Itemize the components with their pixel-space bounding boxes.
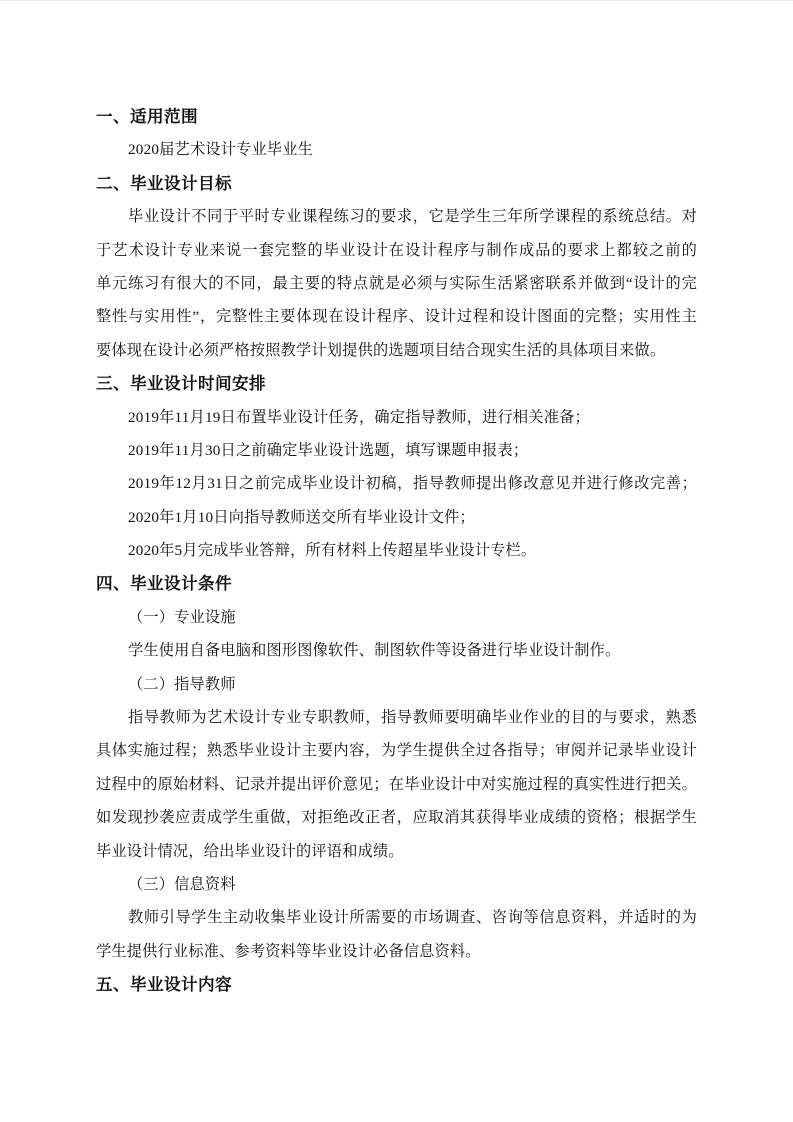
section-heading: 五、毕业设计内容: [96, 975, 232, 995]
paragraph-line: 2019年11月30日之前确定毕业设计选题，填写课题申报表；: [128, 441, 529, 459]
paragraph-line: 毕业设计不同于平时专业课程练习的要求，它是学生三年所学课程的系统总结。对: [128, 208, 697, 226]
paragraph-line: 如发现抄袭应责成学生重做，对拒绝改正者，应取消其获得毕业成绩的资格；根据学生: [96, 809, 697, 827]
paragraph-line: 单元练习有很大的不同，最主要的特点就是必须与实际生活紧密联系并做到“设计的完: [96, 274, 697, 292]
subsection-heading: （二）指导教师: [128, 675, 236, 693]
page-top-edge-divider: [0, 0, 793, 1]
paragraph-line: 2020年5月完成毕业答辩，所有材料上传超星毕业设计专栏。: [128, 542, 537, 560]
section-heading: 二、毕业设计目标: [96, 173, 232, 193]
paragraph-line: 整性与实用性”，完整性主要体现在设计程序、设计过程和设计图面的完整；实用性主: [96, 308, 697, 326]
section-heading: 四、毕业设计条件: [96, 574, 232, 594]
paragraph-line: 要体现在设计必须严格按照教学计划提供的选题项目结合现实生活的具体项目来做。: [96, 341, 666, 359]
paragraph-line: 2019年12月31日之前完成毕业设计初稿，指导教师提出修改意见并进行修改完善；: [128, 475, 697, 493]
paragraph-line: 具体实施过程；熟悉毕业设计主要内容，为学生提供全过各指导；审阅并记录毕业设计: [96, 742, 697, 760]
subsection-heading: （一）专业设施: [128, 608, 236, 626]
paragraph-line: 学生提供行业标准、参考资料等毕业设计必备信息资料。: [96, 942, 481, 960]
paragraph-line: 2019年11月19日布置毕业设计任务，确定指导教师，进行相关准备；: [128, 408, 590, 426]
section-heading: 一、适用范围: [96, 107, 198, 126]
subsection-heading: （三）信息资料: [128, 875, 236, 893]
section-heading: 三、毕业设计时间安排: [96, 374, 266, 394]
document-content: [96, 100, 697, 1002]
paragraph-line: 教师引导学生主动收集毕业设计所需要的市场调查、咨询等信息资料，并适时的为: [128, 909, 697, 927]
paragraph-line: 2020年1月10日向指导教师送交所有毕业设计文件；: [128, 508, 475, 526]
paragraph-line: 学生使用自备电脑和图形图像软件、制图软件等设备进行毕业设计制作。: [128, 642, 621, 660]
paragraph-line: 指导教师为艺术设计专业专职教师，指导教师要明确毕业作业的目的与要求，熟悉: [128, 709, 697, 727]
paragraph-line: 2020届艺术设计专业毕业生: [128, 141, 314, 159]
paragraph-line: 过程中的原始材料、记录并提出评价意见；在毕业设计中对实施过程的真实性进行把关。: [96, 775, 697, 793]
paragraph-line: 毕业设计情况，给出毕业设计的评语和成绩。: [96, 842, 404, 860]
paragraph-line: 于艺术设计专业来说一套完整的毕业设计在设计程序与制作成品的要求上都较之前的: [96, 241, 697, 259]
